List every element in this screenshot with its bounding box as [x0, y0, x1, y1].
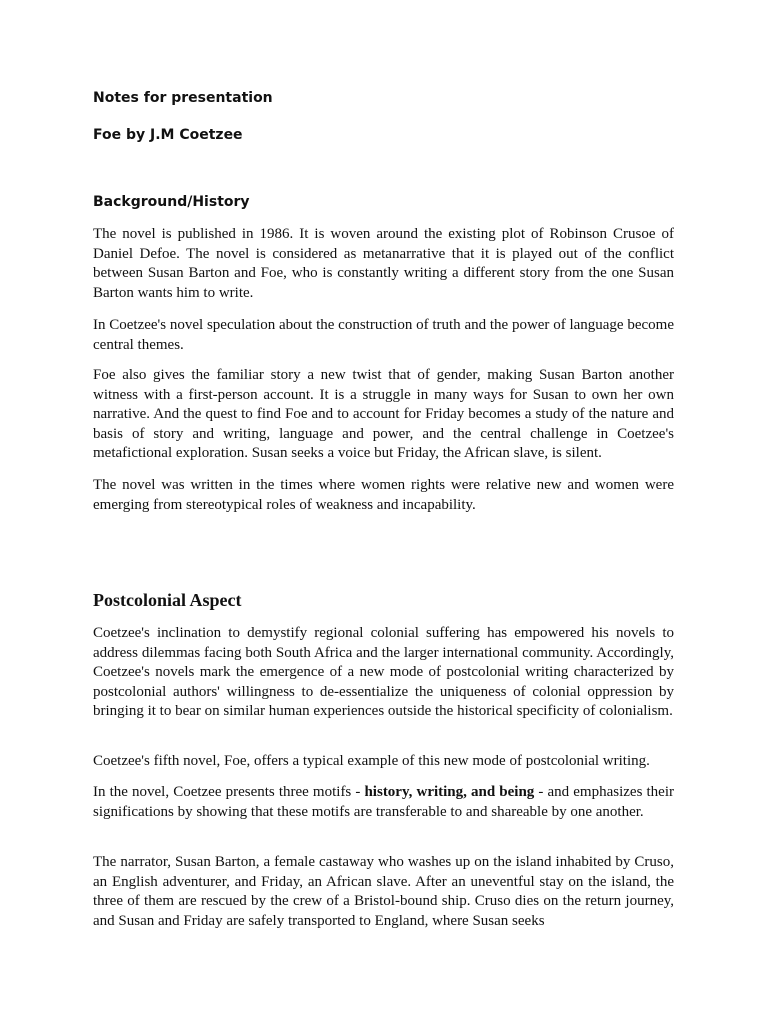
- paragraph: Foe also gives the familiar story a new twist that of gender, making Susan Barton another witness with a first-person account. It is a struggle in many ways for Susan to own her own narrative. And the quest to find Foe and to account for Friday becomes a study of the nature and basis of story and writing, language and power, and the central challenge in Coetzee's metafictional exploration. Susan seeks a voice but Friday, the African slave, is silent.: [93, 367, 674, 461]
- motifs-bold-text: history, writing, and being: [364, 784, 535, 800]
- section-heading-background: Background/History: [93, 194, 250, 210]
- motifs-text-before: In the novel, Coetzee presents three motifs -: [93, 784, 365, 800]
- paragraph: Coetzee's fifth novel, Foe, offers a typical example of this new mode of postcolonial writing.: [93, 753, 650, 769]
- paragraph: The novel was written in the times where women rights were relative new and women were emerging from stereotypical roles of weakness and incapability.: [93, 477, 674, 513]
- paragraph: In Coetzee's novel speculation about the construction of truth and the power of language become central themes.: [93, 317, 674, 353]
- motifs-text-after: - and emphasizes their significations by showing that these motifs are transferable to and shareable by one another.: [93, 784, 674, 820]
- paragraph-motifs: [93, 783, 674, 822]
- paragraph: The novel is published in 1986. It is woven around the existing plot of Robinson Crusoe of Daniel Defoe. The novel is considered as metanarrative that it is played out of the conflict between Susan Barton and Foe, who is constantly writing a different story from the one Susan Barton wants him to write.: [93, 226, 674, 301]
- paragraph: Coetzee's inclination to demystify regional colonial suffering has empowered his novels to address dilemmas facing both South Africa and the larger international community. Accordingly, Coetzee's novels mark the emergence of a new mode of postcolonial writing characterized by postcolonial authors' willingness to de-essentialize the uniqueness of colonial oppression by bringing it to bear on similar human experiences outside the historical specificity of colonialism.: [93, 625, 674, 719]
- section-heading-postcolonial: Postcolonial Aspect: [93, 590, 242, 610]
- document-title: Notes for presentation: [93, 90, 273, 106]
- paragraph: The narrator, Susan Barton, a female castaway who washes up on the island inhabited by Cruso, an English adventurer, and Friday, an African slave. After an uneventful stay on the island, the three of them are rescued by the crew of a Bristol-bound ship. Cruso dies on the return journey, and Susan and Friday are safely transported to England, where Susan seeks: [93, 854, 674, 929]
- document-subtitle: Foe by J.M Coetzee: [93, 127, 243, 143]
